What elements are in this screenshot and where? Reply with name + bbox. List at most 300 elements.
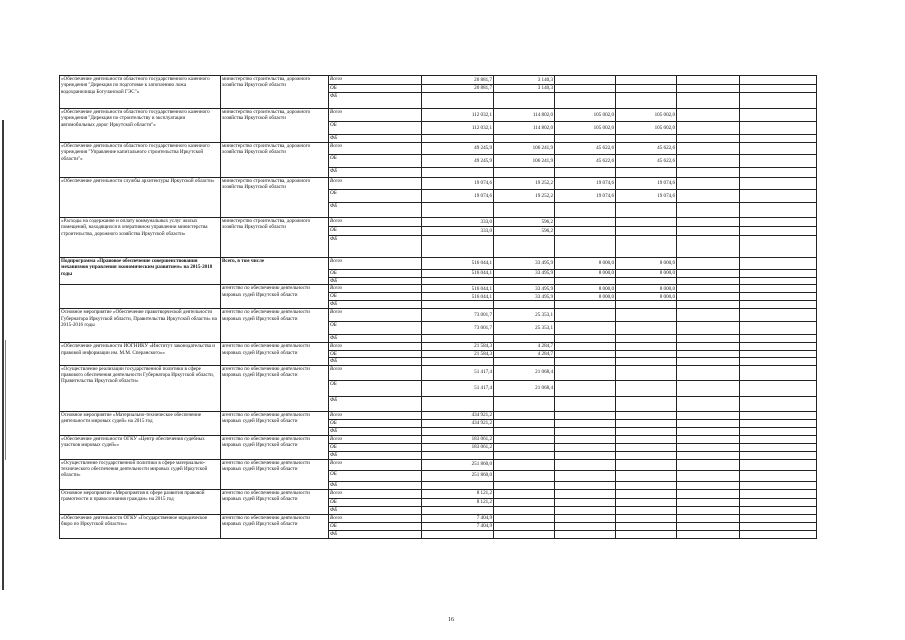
amount-cell	[677, 530, 740, 538]
funding-source-cell: Всего	[329, 285, 422, 293]
amount-cell	[677, 218, 740, 227]
amount-cell	[740, 411, 817, 419]
amount-cell	[422, 93, 494, 109]
funding-source-cell: ФБ	[329, 93, 422, 109]
amount-cell	[677, 122, 740, 135]
amount-cell	[616, 522, 677, 530]
table-row	[60, 343, 817, 350]
funding-source-cell: ФБ	[329, 506, 422, 514]
amount-cell	[555, 218, 616, 227]
amount-cell	[616, 236, 677, 258]
activity-name-cell: «Обеспечение деятельности областного государственного казенного учреждения "Дирекция по строительству и эксплуатации автомобильных дорог Иркутской области"»	[60, 109, 221, 143]
amount-cell: 105 002,0	[555, 122, 616, 135]
amount-cell	[422, 358, 494, 365]
table-row	[60, 285, 817, 293]
amount-cell	[740, 522, 817, 530]
amount-cell: 19 074,6	[616, 178, 677, 190]
amount-cell	[740, 419, 817, 427]
budget-table-body	[60, 76, 817, 539]
amount-cell: 251 860,0	[422, 470, 494, 481]
executor-cell: агентство по обеспечению деятельности мировых судей Иркутской области	[221, 285, 329, 309]
amount-cell	[677, 143, 740, 155]
amount-cell: 8 000,0	[555, 258, 616, 270]
amount-cell	[740, 76, 817, 85]
funding-source-cell: ОБ	[329, 85, 422, 93]
amount-cell	[677, 293, 740, 301]
amount-cell	[422, 168, 494, 178]
funding-source-cell: ФБ	[329, 427, 422, 435]
amount-cell: 45 622,6	[555, 155, 616, 168]
funding-source-cell: ОБ	[329, 443, 422, 451]
amount-cell	[740, 227, 817, 236]
amount-cell	[740, 135, 817, 143]
executor-cell: агентство по обеспечению деятельности мировых судей Иркутской области	[221, 365, 329, 411]
amount-cell: 51 417,4	[422, 380, 494, 396]
amount-cell: 21 584,3	[422, 350, 494, 357]
amount-cell: 251 860,0	[422, 459, 494, 470]
amount-cell	[740, 396, 817, 411]
amount-cell	[555, 135, 616, 143]
amount-cell	[740, 435, 817, 443]
amount-cell: 45 622,6	[616, 155, 677, 168]
activity-name-cell: «Осуществление государственной политики в сфере материально-технического обеспечения деятельности мировых судей Иркутской области»	[60, 459, 221, 489]
amount-cell	[740, 270, 817, 278]
amount-cell: 3 140,3	[494, 76, 555, 85]
activity-name-cell: Основное мероприятие «Материально-техническое обеспечение деятельности мировых судей» на 2015 год	[60, 411, 221, 435]
amount-cell: 19 252,2	[494, 190, 555, 203]
amount-cell	[616, 168, 677, 178]
activity-name-cell: «Осуществление реализации государственной политики в сфере правового обеспечения деятельности Губернатора Иркутской области, Правительства Иркутской области»	[60, 365, 221, 411]
amount-cell	[677, 489, 740, 498]
funding-source-cell: ФБ	[329, 135, 422, 143]
amount-cell: 8 000,0	[555, 285, 616, 293]
funding-source-cell: ОБ	[329, 322, 422, 335]
amount-cell: 21 584,3	[422, 343, 494, 350]
amount-cell	[494, 435, 555, 443]
amount-cell: 106 241,9	[494, 155, 555, 168]
amount-cell: 596,2	[494, 218, 555, 227]
amount-cell	[616, 76, 677, 85]
amount-cell	[677, 514, 740, 522]
amount-cell	[677, 301, 740, 309]
funding-source-cell: Всего	[329, 309, 422, 322]
amount-cell: 4 284,7	[494, 343, 555, 350]
amount-cell	[677, 227, 740, 236]
amount-cell	[740, 489, 817, 498]
amount-cell	[616, 85, 677, 93]
amount-cell	[677, 419, 740, 427]
amount-cell	[422, 481, 494, 489]
amount-cell	[616, 459, 677, 470]
amount-cell	[740, 258, 817, 270]
amount-cell	[422, 236, 494, 258]
amount-cell	[677, 155, 740, 168]
amount-cell	[740, 309, 817, 322]
table-row	[60, 218, 817, 227]
amount-cell	[616, 530, 677, 538]
amount-cell	[616, 470, 677, 481]
amount-cell: 333,0	[422, 218, 494, 227]
amount-cell	[555, 93, 616, 109]
amount-cell: 33 495,9	[494, 285, 555, 293]
funding-source-cell: ФБ	[329, 168, 422, 178]
amount-cell	[555, 343, 616, 350]
funding-source-cell: ОБ	[329, 419, 422, 427]
amount-cell	[616, 411, 677, 419]
amount-cell	[677, 190, 740, 203]
activity-name-cell: «Обеспечение деятельности службы архитектуры Иркутской области»	[60, 178, 221, 218]
amount-cell	[494, 481, 555, 489]
amount-cell	[555, 278, 616, 285]
executor-cell: министерство строительства, дорожного хозяйства Иркутской области	[221, 218, 329, 258]
amount-cell	[616, 451, 677, 459]
amount-cell	[677, 343, 740, 350]
funding-source-cell: ОБ	[329, 380, 422, 396]
amount-cell: 73 001,7	[422, 309, 494, 322]
amount-cell: 516 044,1	[422, 258, 494, 270]
amount-cell	[740, 459, 817, 470]
amount-cell	[740, 530, 817, 538]
amount-cell: 114 802,0	[494, 109, 555, 122]
funding-source-cell: Всего	[329, 435, 422, 443]
amount-cell	[555, 411, 616, 419]
amount-cell	[555, 335, 616, 343]
amount-cell	[555, 427, 616, 435]
amount-cell	[740, 470, 817, 481]
amount-cell	[740, 122, 817, 135]
amount-cell	[555, 322, 616, 335]
amount-cell: 45 622,6	[616, 143, 677, 155]
amount-cell	[555, 470, 616, 481]
amount-cell	[555, 76, 616, 85]
funding-source-cell: ФБ	[329, 203, 422, 218]
amount-cell: 105 002,0	[616, 122, 677, 135]
amount-cell	[494, 135, 555, 143]
executor-cell: министерство строительства, дорожного хозяйства Иркутской области	[221, 143, 329, 178]
funding-source-cell: Всего	[329, 489, 422, 498]
funding-source-cell: ОБ	[329, 227, 422, 236]
amount-cell: 25 353,1	[494, 322, 555, 335]
amount-cell	[616, 301, 677, 309]
amount-cell	[616, 93, 677, 109]
amount-cell	[616, 396, 677, 411]
binding-mark	[2, 120, 4, 590]
amount-cell	[555, 506, 616, 514]
table-row	[60, 459, 817, 470]
amount-cell	[555, 443, 616, 451]
amount-cell	[616, 489, 677, 498]
amount-cell	[616, 309, 677, 322]
amount-cell	[555, 530, 616, 538]
activity-name-cell	[60, 285, 221, 309]
activity-name-cell: «Обеспечение деятельности ОГКУ «Государственное юридическое бюро по Иркутской области»»	[60, 514, 221, 538]
amount-cell	[494, 443, 555, 451]
executor-cell: агентство по обеспечению деятельности мировых судей Иркутской области	[221, 411, 329, 435]
funding-source-cell: ОБ	[329, 522, 422, 530]
amount-cell: 4 284,7	[494, 350, 555, 357]
amount-cell	[494, 168, 555, 178]
funding-source-cell: ФБ	[329, 358, 422, 365]
funding-source-cell: ФБ	[329, 335, 422, 343]
amount-cell	[740, 155, 817, 168]
amount-cell	[740, 514, 817, 522]
amount-cell: 333,0	[422, 227, 494, 236]
funding-source-cell: ФБ	[329, 301, 422, 309]
amount-cell	[494, 236, 555, 258]
amount-cell: 434 921,2	[422, 419, 494, 427]
amount-cell: 516 044,1	[422, 293, 494, 301]
amount-cell	[616, 365, 677, 380]
funding-source-cell: Всего	[329, 411, 422, 419]
amount-cell	[494, 203, 555, 218]
activity-name-cell: «Обеспечение деятельности ОГКУ «Центр обеспечения судебных участков мировых судей»»	[60, 435, 221, 459]
amount-cell: 19 074,6	[422, 190, 494, 203]
amount-cell	[616, 506, 677, 514]
funding-source-cell: Всего	[329, 109, 422, 122]
amount-cell	[677, 335, 740, 343]
amount-cell	[555, 301, 616, 309]
amount-cell	[494, 396, 555, 411]
amount-cell	[740, 322, 817, 335]
amount-cell: 434 921,2	[422, 411, 494, 419]
executor-cell: министерство строительства, дорожного хозяйства Иркутской области	[221, 109, 329, 143]
table-row	[60, 258, 817, 270]
amount-cell: 8 121,2	[422, 498, 494, 506]
funding-source-cell: ОБ	[329, 122, 422, 135]
amount-cell	[740, 443, 817, 451]
amount-cell: 516 044,1	[422, 285, 494, 293]
amount-cell	[740, 350, 817, 357]
funding-source-cell: Всего	[329, 459, 422, 470]
amount-cell	[494, 427, 555, 435]
amount-cell: 19 074,6	[555, 190, 616, 203]
amount-cell	[740, 285, 817, 293]
amount-cell	[677, 470, 740, 481]
amount-cell	[740, 498, 817, 506]
amount-cell	[555, 489, 616, 498]
amount-cell	[740, 278, 817, 285]
amount-cell	[677, 435, 740, 443]
amount-cell	[677, 178, 740, 190]
amount-cell	[616, 380, 677, 396]
amount-cell	[677, 427, 740, 435]
amount-cell	[677, 481, 740, 489]
amount-cell: 21 068,4	[494, 380, 555, 396]
amount-cell	[494, 459, 555, 470]
amount-cell	[677, 168, 740, 178]
amount-cell	[555, 350, 616, 357]
amount-cell	[616, 350, 677, 357]
amount-cell	[494, 93, 555, 109]
amount-cell	[677, 411, 740, 419]
amount-cell	[740, 143, 817, 155]
amount-cell: 106 241,9	[494, 143, 555, 155]
amount-cell	[555, 435, 616, 443]
funding-source-cell: Всего	[329, 218, 422, 227]
amount-cell	[555, 236, 616, 258]
amount-cell	[555, 203, 616, 218]
table-row	[60, 309, 817, 322]
amount-cell	[422, 506, 494, 514]
amount-cell	[422, 396, 494, 411]
amount-cell: 25 353,1	[494, 309, 555, 322]
amount-cell: 19 074,6	[616, 190, 677, 203]
amount-cell	[677, 258, 740, 270]
funding-source-cell: Всего	[329, 76, 422, 85]
amount-cell: 33 495,9	[494, 293, 555, 301]
amount-cell	[677, 506, 740, 514]
amount-cell	[616, 514, 677, 522]
amount-cell	[740, 358, 817, 365]
amount-cell	[616, 218, 677, 227]
amount-cell: 49 245,9	[422, 143, 494, 155]
amount-cell	[494, 489, 555, 498]
amount-cell	[494, 411, 555, 419]
amount-cell	[740, 293, 817, 301]
amount-cell: 8 000,0	[555, 270, 616, 278]
amount-cell	[616, 203, 677, 218]
amount-cell	[740, 236, 817, 258]
table-row	[60, 143, 817, 155]
executor-cell: агентство по обеспечению деятельности мировых судей Иркутской области	[221, 435, 329, 459]
amount-cell	[740, 380, 817, 396]
amount-cell	[740, 481, 817, 489]
amount-cell: 20 881,7	[422, 76, 494, 85]
amount-cell	[677, 85, 740, 93]
table-row	[60, 178, 817, 190]
amount-cell	[740, 190, 817, 203]
amount-cell	[555, 309, 616, 322]
amount-cell	[616, 419, 677, 427]
amount-cell	[740, 506, 817, 514]
executor-cell: агентство по обеспечению деятельности мировых судей Иркутской области	[221, 459, 329, 489]
executor-cell: Всего, в том числе	[221, 258, 329, 285]
amount-cell	[494, 498, 555, 506]
amount-cell	[422, 530, 494, 538]
funding-source-cell: ОБ	[329, 470, 422, 481]
binding-mark-secondary	[5, 340, 6, 460]
amount-cell	[494, 335, 555, 343]
amount-cell	[422, 301, 494, 309]
funding-source-cell: ОБ	[329, 498, 422, 506]
amount-cell	[616, 322, 677, 335]
executor-cell: агентство по обеспечению деятельности мировых судей Иркутской области	[221, 309, 329, 343]
amount-cell	[677, 285, 740, 293]
amount-cell	[677, 443, 740, 451]
amount-cell	[494, 530, 555, 538]
funding-source-cell: ФБ	[329, 530, 422, 538]
amount-cell	[616, 335, 677, 343]
amount-cell	[555, 451, 616, 459]
amount-cell	[555, 498, 616, 506]
amount-cell	[677, 459, 740, 470]
amount-cell	[677, 350, 740, 357]
amount-cell: 114 802,0	[494, 122, 555, 135]
amount-cell	[555, 522, 616, 530]
funding-source-cell: Всего	[329, 343, 422, 350]
amount-cell	[494, 514, 555, 522]
amount-cell	[677, 135, 740, 143]
amount-cell	[422, 278, 494, 285]
executor-cell: агентство по обеспечению деятельности мировых судей Иркутской области	[221, 343, 329, 365]
amount-cell	[494, 278, 555, 285]
amount-cell	[616, 427, 677, 435]
funding-source-cell: Всего	[329, 365, 422, 380]
table-row	[60, 411, 817, 419]
amount-cell: 7 404,9	[422, 514, 494, 522]
amount-cell	[616, 227, 677, 236]
amount-cell: 45 622,6	[555, 143, 616, 155]
table-row	[60, 435, 817, 443]
amount-cell	[677, 109, 740, 122]
table-row	[60, 109, 817, 122]
funding-source-cell: ОБ	[329, 293, 422, 301]
amount-cell: 51 417,4	[422, 365, 494, 380]
amount-cell: 112 032,1	[422, 122, 494, 135]
amount-cell: 19 252,2	[494, 178, 555, 190]
amount-cell	[740, 178, 817, 190]
amount-cell: 8 000,0	[616, 285, 677, 293]
amount-cell	[555, 396, 616, 411]
amount-cell: 8 000,0	[555, 293, 616, 301]
amount-cell: 33 495,9	[494, 270, 555, 278]
amount-cell	[616, 498, 677, 506]
amount-cell	[555, 168, 616, 178]
amount-cell	[677, 203, 740, 218]
amount-cell	[555, 380, 616, 396]
amount-cell	[677, 93, 740, 109]
amount-cell	[555, 365, 616, 380]
amount-cell	[677, 358, 740, 365]
amount-cell: 105 002,0	[555, 109, 616, 122]
amount-cell: 73 001,7	[422, 322, 494, 335]
amount-cell	[494, 522, 555, 530]
amount-cell	[677, 76, 740, 85]
amount-cell	[677, 278, 740, 285]
amount-cell	[494, 419, 555, 427]
executor-cell: министерство строительства, дорожного хозяйства Иркутской области	[221, 178, 329, 218]
amount-cell	[677, 451, 740, 459]
amount-cell	[616, 343, 677, 350]
amount-cell	[616, 481, 677, 489]
funding-source-cell: Всего	[329, 514, 422, 522]
funding-source-cell: ОБ	[329, 350, 422, 357]
amount-cell	[677, 322, 740, 335]
amount-cell: 3 140,3	[494, 85, 555, 93]
amount-cell	[616, 443, 677, 451]
amount-cell	[677, 236, 740, 258]
amount-cell	[422, 203, 494, 218]
amount-cell: 19 074,6	[422, 178, 494, 190]
amount-cell	[494, 470, 555, 481]
amount-cell	[740, 427, 817, 435]
amount-cell	[422, 335, 494, 343]
amount-cell: 596,2	[494, 227, 555, 236]
amount-cell	[494, 506, 555, 514]
amount-cell: 21 068,4	[494, 365, 555, 380]
amount-cell	[422, 427, 494, 435]
amount-cell	[555, 419, 616, 427]
funding-source-cell: ОБ	[329, 270, 422, 278]
funding-source-cell: ФБ	[329, 278, 422, 285]
amount-cell	[555, 85, 616, 93]
amount-cell	[740, 335, 817, 343]
amount-cell	[740, 85, 817, 93]
activity-name-cell: Основное мероприятие «Обеспечение правотворческой деятельности Губернатора Иркутской области, Правительства Иркутской области» на 2015-2016 годы	[60, 309, 221, 343]
table-row	[60, 489, 817, 498]
table-row	[60, 76, 817, 85]
amount-cell	[740, 343, 817, 350]
